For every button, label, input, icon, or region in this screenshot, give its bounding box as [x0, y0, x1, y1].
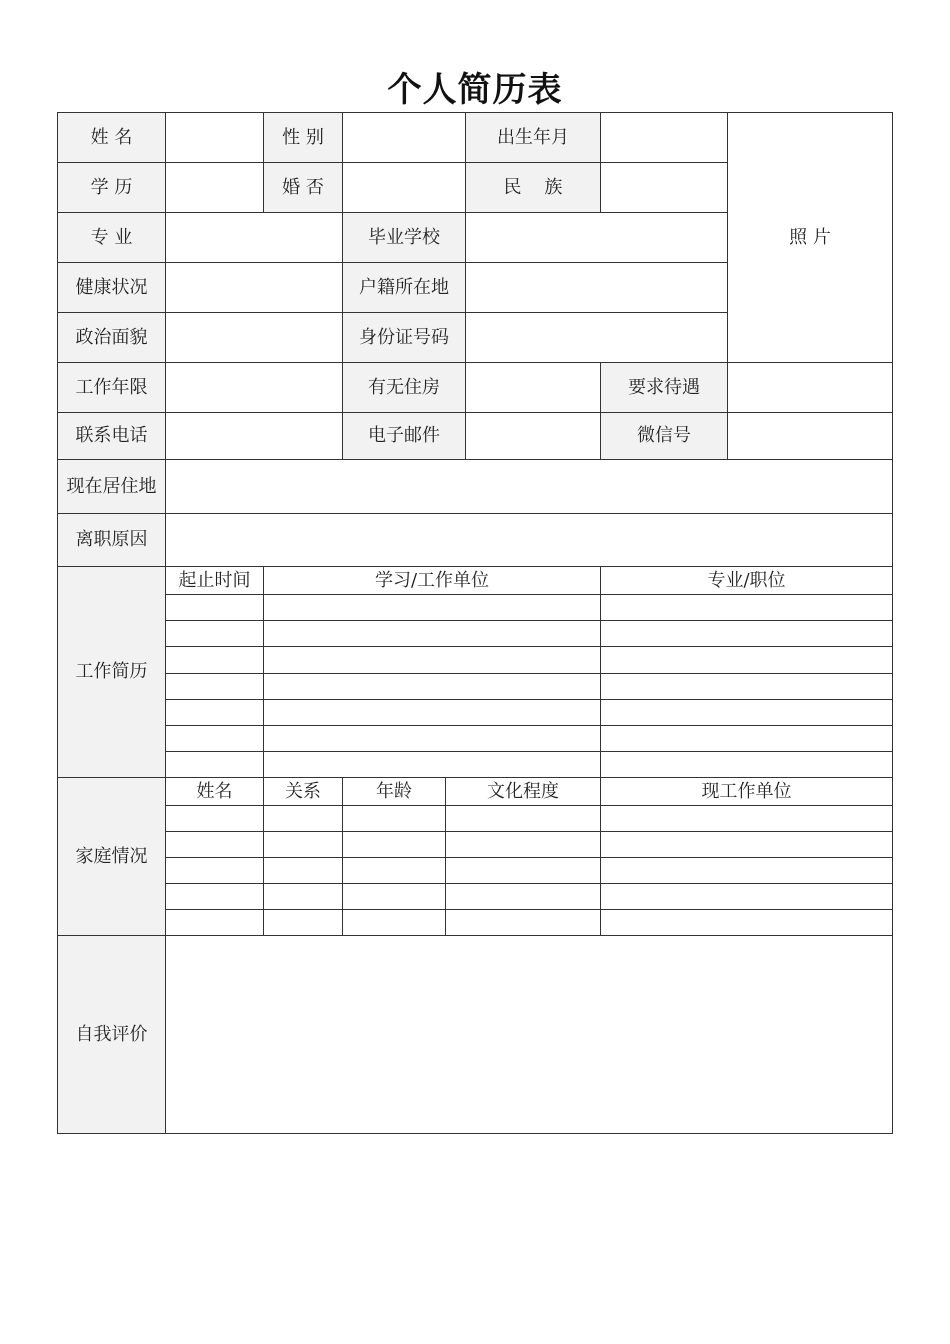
school-field[interactable]: [466, 213, 728, 263]
label-birth: 出生年月: [466, 113, 601, 163]
table-row: [58, 700, 893, 726]
family-header-row: [58, 778, 893, 806]
political-field[interactable]: [166, 313, 343, 363]
work-period-cell[interactable]: [166, 647, 264, 674]
label-housing: 有无住房: [343, 363, 466, 413]
marital-field[interactable]: [343, 163, 466, 213]
work-period-cell[interactable]: [166, 752, 264, 778]
row-basic-7: [58, 413, 893, 460]
photo-box[interactable]: 照 片: [728, 113, 893, 363]
work-period-cell[interactable]: [166, 595, 264, 621]
family-header-age: 年龄: [343, 778, 446, 806]
label-political: 政治面貌: [58, 313, 166, 363]
work-position-cell[interactable]: [601, 647, 893, 674]
work-position-cell[interactable]: [601, 621, 893, 647]
family-culture-cell[interactable]: [446, 806, 601, 832]
work-period-cell[interactable]: [166, 674, 264, 700]
row-basic-1: [58, 113, 893, 163]
row-leave-reason: [58, 514, 893, 567]
work-position-cell[interactable]: [601, 700, 893, 726]
family-culture-cell[interactable]: [446, 858, 601, 884]
label-gender: 性 别: [264, 113, 343, 163]
work-header-unit: 学习/工作单位: [264, 567, 601, 595]
resume-form: [57, 112, 893, 1134]
work-position-cell[interactable]: [601, 674, 893, 700]
table-row: [58, 726, 893, 752]
address-field[interactable]: [166, 460, 893, 514]
family-relation-cell[interactable]: [264, 832, 343, 858]
family-age-cell[interactable]: [343, 832, 446, 858]
major-field[interactable]: [166, 213, 343, 263]
hukou-field[interactable]: [466, 263, 728, 313]
work-unit-cell[interactable]: [264, 621, 601, 647]
family-unit-cell[interactable]: [601, 832, 893, 858]
table-row: [58, 595, 893, 621]
work-position-cell[interactable]: [601, 752, 893, 778]
table-row: [58, 674, 893, 700]
family-header-unit: 现工作单位: [601, 778, 893, 806]
label-school: 毕业学校: [343, 213, 466, 263]
work-years-field[interactable]: [166, 363, 343, 413]
label-marital: 婚 否: [264, 163, 343, 213]
family-relation-cell[interactable]: [264, 910, 343, 936]
id-number-field[interactable]: [466, 313, 728, 363]
salary-field[interactable]: [728, 363, 893, 413]
table-row: [58, 806, 893, 832]
work-period-cell[interactable]: [166, 700, 264, 726]
work-history-header-row: [58, 567, 893, 595]
family-name-cell[interactable]: [166, 884, 264, 910]
family-relation-cell[interactable]: [264, 858, 343, 884]
name-field[interactable]: [166, 113, 264, 163]
label-phone: 联系电话: [58, 413, 166, 460]
family-name-cell[interactable]: [166, 858, 264, 884]
page-title: 个人简历表: [387, 70, 563, 110]
family-age-cell[interactable]: [343, 806, 446, 832]
family-unit-cell[interactable]: [601, 858, 893, 884]
family-header-name: 姓名: [166, 778, 264, 806]
family-unit-cell[interactable]: [601, 806, 893, 832]
table-row: [58, 858, 893, 884]
work-period-cell[interactable]: [166, 726, 264, 752]
wechat-field[interactable]: [728, 413, 893, 460]
label-ethnicity: 民 族: [466, 163, 601, 213]
gender-field[interactable]: [343, 113, 466, 163]
row-basic-6: [58, 363, 893, 413]
phone-field[interactable]: [166, 413, 343, 460]
family-name-cell[interactable]: [166, 832, 264, 858]
table-row: [58, 884, 893, 910]
row-self-eval: [58, 936, 893, 1134]
health-field[interactable]: [166, 263, 343, 313]
work-header-position: 专业/职位: [601, 567, 893, 595]
housing-field[interactable]: [466, 363, 601, 413]
label-education: 学 历: [58, 163, 166, 213]
ethnicity-field[interactable]: [601, 163, 728, 213]
family-unit-cell[interactable]: [601, 910, 893, 936]
family-age-cell[interactable]: [343, 884, 446, 910]
work-header-period: 起止时间: [166, 567, 264, 595]
family-age-cell[interactable]: [343, 910, 446, 936]
label-family: 家庭情况: [58, 778, 166, 936]
label-wechat: 微信号: [601, 413, 728, 460]
label-name: 姓 名: [58, 113, 166, 163]
family-age-cell[interactable]: [343, 858, 446, 884]
work-unit-cell[interactable]: [264, 674, 601, 700]
family-culture-cell[interactable]: [446, 910, 601, 936]
work-position-cell[interactable]: [601, 726, 893, 752]
work-unit-cell[interactable]: [264, 700, 601, 726]
family-relation-cell[interactable]: [264, 806, 343, 832]
leave-reason-field[interactable]: [166, 514, 893, 567]
table-row: [58, 910, 893, 936]
family-name-cell[interactable]: [166, 910, 264, 936]
family-header-culture: 文化程度: [446, 778, 601, 806]
label-address: 现在居住地: [58, 460, 166, 514]
label-health: 健康状况: [58, 263, 166, 313]
work-unit-cell[interactable]: [264, 647, 601, 674]
self-eval-field[interactable]: [166, 936, 893, 1134]
label-leave-reason: 离职原因: [58, 514, 166, 567]
label-major: 专 业: [58, 213, 166, 263]
label-salary: 要求待遇: [601, 363, 728, 413]
family-name-cell[interactable]: [166, 806, 264, 832]
label-id-number: 身份证号码: [343, 313, 466, 363]
work-unit-cell[interactable]: [264, 726, 601, 752]
family-culture-cell[interactable]: [446, 832, 601, 858]
family-relation-cell[interactable]: [264, 884, 343, 910]
table-row: [58, 752, 893, 778]
birth-field[interactable]: [601, 113, 728, 163]
row-address: [58, 460, 893, 514]
table-row: [58, 621, 893, 647]
label-self-eval: 自我评价: [58, 936, 166, 1134]
table-row: [58, 832, 893, 858]
work-unit-cell[interactable]: [264, 595, 601, 621]
work-position-cell[interactable]: [601, 595, 893, 621]
family-unit-cell[interactable]: [601, 884, 893, 910]
label-work-history: 工作简历: [58, 567, 166, 778]
family-header-relation: 关系: [264, 778, 343, 806]
work-period-cell[interactable]: [166, 621, 264, 647]
work-unit-cell[interactable]: [264, 752, 601, 778]
label-hukou: 户籍所在地: [343, 263, 466, 313]
email-field[interactable]: [466, 413, 601, 460]
table-row: [58, 647, 893, 674]
education-field[interactable]: [166, 163, 264, 213]
family-culture-cell[interactable]: [446, 884, 601, 910]
label-email: 电子邮件: [343, 413, 466, 460]
label-work-years: 工作年限: [58, 363, 166, 413]
